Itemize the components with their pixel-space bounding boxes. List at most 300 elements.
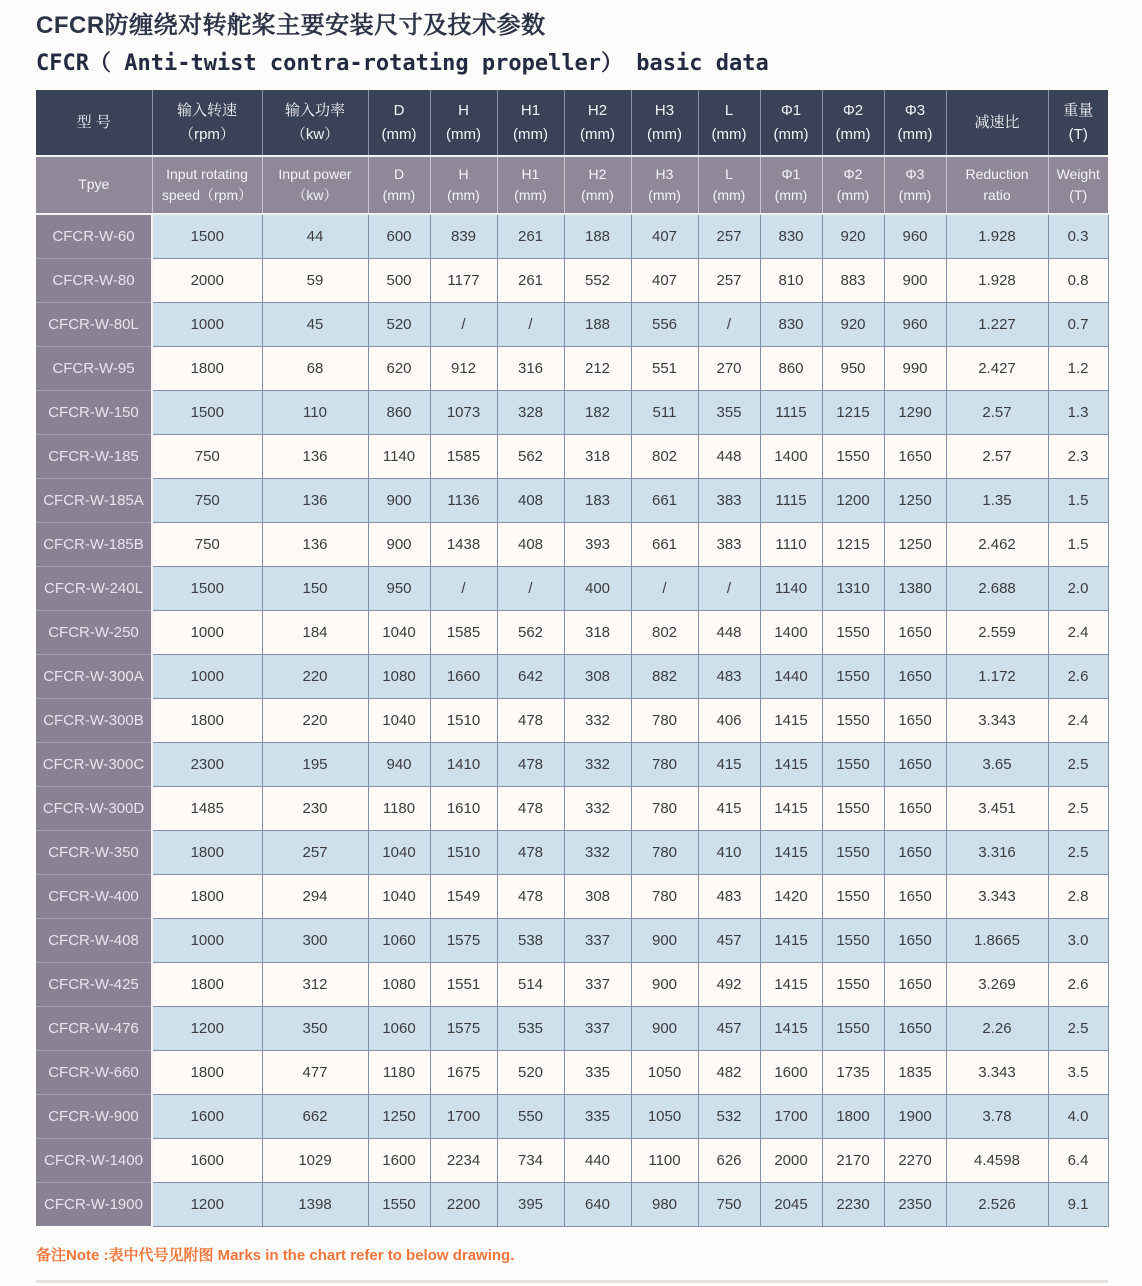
value-cell: 1415 — [760, 742, 822, 786]
column-header-en: Reduction ratio — [946, 156, 1048, 214]
value-cell: 2.0 — [1048, 566, 1108, 610]
value-cell: 1800 — [152, 962, 262, 1006]
value-cell: 1438 — [430, 522, 497, 566]
value-cell: 2.4 — [1048, 698, 1108, 742]
value-cell: 1415 — [760, 786, 822, 830]
model-cell: CFCR-W-185B — [36, 522, 152, 566]
value-cell: 830 — [760, 214, 822, 258]
value-cell: 1800 — [152, 346, 262, 390]
table-row — [36, 742, 1108, 786]
column-header-en: D (mm) — [368, 156, 430, 214]
value-cell: 1.8665 — [946, 918, 1048, 962]
model-cell: CFCR-W-660 — [36, 1050, 152, 1094]
table-row — [36, 258, 1108, 302]
value-cell: 3.316 — [946, 830, 1048, 874]
value-cell: 2270 — [884, 1138, 946, 1182]
value-cell: 1.227 — [946, 302, 1048, 346]
value-cell: 300 — [262, 918, 368, 962]
value-cell: 1115 — [760, 478, 822, 522]
value-cell: 980 — [631, 1182, 698, 1226]
value-cell: 1029 — [262, 1138, 368, 1182]
value-cell: 407 — [631, 258, 698, 302]
value-cell: 308 — [564, 654, 631, 698]
value-cell: 1600 — [368, 1138, 430, 1182]
value-cell: 1550 — [368, 1182, 430, 1226]
value-cell: 1650 — [884, 654, 946, 698]
value-cell: 1100 — [631, 1138, 698, 1182]
column-header-zh: D (mm) — [368, 90, 430, 156]
value-cell: 600 — [368, 214, 430, 258]
value-cell: 2230 — [822, 1182, 884, 1226]
value-cell: 337 — [564, 1006, 631, 1050]
value-cell: 912 — [430, 346, 497, 390]
value-cell: 500 — [368, 258, 430, 302]
value-cell: 59 — [262, 258, 368, 302]
value-cell: 1510 — [430, 830, 497, 874]
value-cell: 312 — [262, 962, 368, 1006]
table-row — [36, 346, 1108, 390]
value-cell: 4.0 — [1048, 1094, 1108, 1138]
value-cell: 839 — [430, 214, 497, 258]
value-cell: 9.1 — [1048, 1182, 1108, 1226]
column-header-zh: 输入功率 （kw） — [262, 90, 368, 156]
value-cell: 900 — [368, 478, 430, 522]
value-cell: 1650 — [884, 434, 946, 478]
table-row — [36, 830, 1108, 874]
value-cell: 3.269 — [946, 962, 1048, 1006]
value-cell: 662 — [262, 1094, 368, 1138]
value-cell: 478 — [497, 786, 564, 830]
value-cell: 335 — [564, 1094, 631, 1138]
value-cell: 626 — [698, 1138, 760, 1182]
value-cell: 1900 — [884, 1094, 946, 1138]
value-cell: 400 — [564, 566, 631, 610]
value-cell: 1550 — [822, 962, 884, 1006]
value-cell: 136 — [262, 434, 368, 478]
table-row — [36, 874, 1108, 918]
value-cell: 1551 — [430, 962, 497, 1006]
value-cell: 44 — [262, 214, 368, 258]
value-cell: 407 — [631, 214, 698, 258]
value-cell: 1550 — [822, 1006, 884, 1050]
table-row — [36, 478, 1108, 522]
value-cell: 1415 — [760, 962, 822, 1006]
value-cell: 406 — [698, 698, 760, 742]
value-cell: 410 — [698, 830, 760, 874]
value-cell: 1440 — [760, 654, 822, 698]
value-cell: 4.4598 — [946, 1138, 1048, 1182]
value-cell: 294 — [262, 874, 368, 918]
value-cell: 332 — [564, 786, 631, 830]
value-cell: 448 — [698, 610, 760, 654]
value-cell: 308 — [564, 874, 631, 918]
value-cell: 478 — [497, 874, 564, 918]
value-cell: 2.5 — [1048, 742, 1108, 786]
value-cell: / — [430, 302, 497, 346]
value-cell: 1177 — [430, 258, 497, 302]
value-cell: 1585 — [430, 434, 497, 478]
value-cell: 1380 — [884, 566, 946, 610]
value-cell: 2.5 — [1048, 830, 1108, 874]
value-cell: 0.3 — [1048, 214, 1108, 258]
column-header-zh: 重量 (T) — [1048, 90, 1108, 156]
value-cell: 383 — [698, 522, 760, 566]
column-header-en: Φ3 (mm) — [884, 156, 946, 214]
value-cell: 2000 — [152, 258, 262, 302]
value-cell: 188 — [564, 214, 631, 258]
value-cell: 1180 — [368, 1050, 430, 1094]
value-cell: 1080 — [368, 962, 430, 1006]
value-cell: 2.6 — [1048, 962, 1108, 1006]
value-cell: 408 — [497, 478, 564, 522]
column-header-en: Input rotating speed（rpm） — [152, 156, 262, 214]
value-cell: 0.7 — [1048, 302, 1108, 346]
value-cell: 1140 — [760, 566, 822, 610]
value-cell: 3.343 — [946, 698, 1048, 742]
value-cell: 0.8 — [1048, 258, 1108, 302]
value-cell: 448 — [698, 434, 760, 478]
column-header-en: Weight (T) — [1048, 156, 1108, 214]
value-cell: 550 — [497, 1094, 564, 1138]
value-cell: 2.5 — [1048, 1006, 1108, 1050]
value-cell: 3.5 — [1048, 1050, 1108, 1094]
model-cell: CFCR-W-185A — [36, 478, 152, 522]
value-cell: 350 — [262, 1006, 368, 1050]
header-row-en — [36, 156, 1108, 214]
value-cell: 1800 — [152, 1050, 262, 1094]
value-cell: 1.5 — [1048, 478, 1108, 522]
value-cell: 1700 — [760, 1094, 822, 1138]
value-cell: 1.5 — [1048, 522, 1108, 566]
value-cell: 900 — [368, 522, 430, 566]
value-cell: 1650 — [884, 786, 946, 830]
value-cell: 415 — [698, 786, 760, 830]
value-cell: 1.35 — [946, 478, 1048, 522]
value-cell: 1050 — [631, 1050, 698, 1094]
page-title-english: CFCR（ Anti-twist contra-rotating propeller） basic data — [36, 51, 769, 77]
value-cell: 1510 — [430, 698, 497, 742]
value-cell: 415 — [698, 742, 760, 786]
value-cell: 2300 — [152, 742, 262, 786]
value-cell: 3.451 — [946, 786, 1048, 830]
table-row — [36, 610, 1108, 654]
value-cell: 1575 — [430, 1006, 497, 1050]
value-cell: 661 — [631, 478, 698, 522]
value-cell: 1835 — [884, 1050, 946, 1094]
column-header-en: Φ2 (mm) — [822, 156, 884, 214]
value-cell: / — [698, 302, 760, 346]
value-cell: 482 — [698, 1050, 760, 1094]
value-cell: 1800 — [822, 1094, 884, 1138]
table-row — [36, 522, 1108, 566]
value-cell: 332 — [564, 698, 631, 742]
value-cell: 220 — [262, 654, 368, 698]
value-cell: 318 — [564, 434, 631, 478]
value-cell: 780 — [631, 786, 698, 830]
column-header-zh: H2 (mm) — [564, 90, 631, 156]
table-row — [36, 1006, 1108, 1050]
table-row — [36, 214, 1108, 258]
value-cell: 110 — [262, 390, 368, 434]
value-cell: 332 — [564, 742, 631, 786]
value-cell: 2.57 — [946, 434, 1048, 478]
value-cell: 332 — [564, 830, 631, 874]
value-cell: 457 — [698, 918, 760, 962]
column-header-zh: Φ3 (mm) — [884, 90, 946, 156]
value-cell: 328 — [497, 390, 564, 434]
value-cell: 1420 — [760, 874, 822, 918]
model-cell: CFCR-W-400 — [36, 874, 152, 918]
model-cell: CFCR-W-150 — [36, 390, 152, 434]
value-cell: 2045 — [760, 1182, 822, 1226]
value-cell: / — [631, 566, 698, 610]
model-cell: CFCR-W-250 — [36, 610, 152, 654]
value-cell: 2.8 — [1048, 874, 1108, 918]
value-cell: 552 — [564, 258, 631, 302]
spec-table — [36, 90, 1109, 1227]
value-cell: 1060 — [368, 918, 430, 962]
value-cell: 1180 — [368, 786, 430, 830]
value-cell: / — [497, 302, 564, 346]
value-cell: 1700 — [430, 1094, 497, 1138]
value-cell: 900 — [631, 1006, 698, 1050]
value-cell: 1550 — [822, 786, 884, 830]
value-cell: 1600 — [152, 1094, 262, 1138]
value-cell: 1136 — [430, 478, 497, 522]
column-header-en: H2 (mm) — [564, 156, 631, 214]
value-cell: 950 — [368, 566, 430, 610]
value-cell: 1310 — [822, 566, 884, 610]
value-cell: 1.928 — [946, 214, 1048, 258]
value-cell: 1.2 — [1048, 346, 1108, 390]
value-cell: 1415 — [760, 830, 822, 874]
value-cell: 2.6 — [1048, 654, 1108, 698]
value-cell: / — [698, 566, 760, 610]
value-cell: 1400 — [760, 434, 822, 478]
column-header-zh: 减速比 — [946, 90, 1048, 156]
value-cell: 520 — [497, 1050, 564, 1094]
value-cell: 2.4 — [1048, 610, 1108, 654]
value-cell: 642 — [497, 654, 564, 698]
value-cell: 802 — [631, 434, 698, 478]
value-cell: 483 — [698, 654, 760, 698]
value-cell: 477 — [262, 1050, 368, 1094]
value-cell: 337 — [564, 918, 631, 962]
value-cell: 511 — [631, 390, 698, 434]
value-cell: 212 — [564, 346, 631, 390]
value-cell: 1550 — [822, 874, 884, 918]
table-row — [36, 390, 1108, 434]
value-cell: 492 — [698, 962, 760, 1006]
value-cell: 1000 — [152, 610, 262, 654]
model-cell: CFCR-W-60 — [36, 214, 152, 258]
value-cell: 478 — [497, 830, 564, 874]
model-cell: CFCR-W-1900 — [36, 1182, 152, 1226]
value-cell: 1550 — [822, 918, 884, 962]
value-cell: / — [497, 566, 564, 610]
model-cell: CFCR-W-350 — [36, 830, 152, 874]
value-cell: 2.5 — [1048, 786, 1108, 830]
value-cell: 990 — [884, 346, 946, 390]
model-cell: CFCR-W-300B — [36, 698, 152, 742]
value-cell: 1650 — [884, 1006, 946, 1050]
value-cell: 538 — [497, 918, 564, 962]
model-cell: CFCR-W-300C — [36, 742, 152, 786]
value-cell: 1585 — [430, 610, 497, 654]
page-title-chinese: CFCR防缠绕对转舵桨主要安装尺寸及技术参数 — [36, 12, 546, 39]
value-cell: 261 — [497, 258, 564, 302]
value-cell: 960 — [884, 302, 946, 346]
table-body — [36, 214, 1108, 1226]
value-cell: 1.172 — [946, 654, 1048, 698]
value-cell: 2.526 — [946, 1182, 1048, 1226]
value-cell: 1650 — [884, 830, 946, 874]
value-cell: 950 — [822, 346, 884, 390]
value-cell: 257 — [698, 214, 760, 258]
value-cell: 1073 — [430, 390, 497, 434]
value-cell: 750 — [698, 1182, 760, 1226]
value-cell: 3.343 — [946, 874, 1048, 918]
value-cell: 900 — [631, 918, 698, 962]
value-cell: 2.462 — [946, 522, 1048, 566]
value-cell: 257 — [698, 258, 760, 302]
value-cell: 1600 — [760, 1050, 822, 1094]
value-cell: 556 — [631, 302, 698, 346]
value-cell: 2.559 — [946, 610, 1048, 654]
value-cell: 830 — [760, 302, 822, 346]
value-cell: 335 — [564, 1050, 631, 1094]
value-cell: 920 — [822, 214, 884, 258]
value-cell: 1040 — [368, 698, 430, 742]
model-cell: CFCR-W-80L — [36, 302, 152, 346]
value-cell: 1215 — [822, 522, 884, 566]
model-cell: CFCR-W-80 — [36, 258, 152, 302]
value-cell: 150 — [262, 566, 368, 610]
column-header-en: L (mm) — [698, 156, 760, 214]
value-cell: 1550 — [822, 698, 884, 742]
value-cell: 1250 — [368, 1094, 430, 1138]
value-cell: 1000 — [152, 302, 262, 346]
value-cell: 1250 — [884, 478, 946, 522]
model-cell: CFCR-W-185 — [36, 434, 152, 478]
table-row — [36, 566, 1108, 610]
value-cell: 750 — [152, 522, 262, 566]
value-cell: 457 — [698, 1006, 760, 1050]
value-cell: 780 — [631, 874, 698, 918]
value-cell: 6.4 — [1048, 1138, 1108, 1182]
value-cell: 1415 — [760, 698, 822, 742]
value-cell: 900 — [884, 258, 946, 302]
value-cell: 1290 — [884, 390, 946, 434]
value-cell: 182 — [564, 390, 631, 434]
value-cell: 2.57 — [946, 390, 1048, 434]
value-cell: 2.688 — [946, 566, 1048, 610]
value-cell: 780 — [631, 830, 698, 874]
value-cell: 1650 — [884, 742, 946, 786]
table-row — [36, 1138, 1108, 1182]
model-cell: CFCR-W-1400 — [36, 1138, 152, 1182]
value-cell: 1675 — [430, 1050, 497, 1094]
value-cell: 2.427 — [946, 346, 1048, 390]
value-cell: 1398 — [262, 1182, 368, 1226]
table-row — [36, 654, 1108, 698]
value-cell: 1549 — [430, 874, 497, 918]
model-cell: CFCR-W-900 — [36, 1094, 152, 1138]
model-cell: CFCR-W-408 — [36, 918, 152, 962]
value-cell: 483 — [698, 874, 760, 918]
value-cell: 440 — [564, 1138, 631, 1182]
column-header-en: H (mm) — [430, 156, 497, 214]
value-cell: 1080 — [368, 654, 430, 698]
model-cell: CFCR-W-240L — [36, 566, 152, 610]
value-cell: 355 — [698, 390, 760, 434]
value-cell: 860 — [368, 390, 430, 434]
value-cell: 535 — [497, 1006, 564, 1050]
value-cell: 195 — [262, 742, 368, 786]
value-cell: 802 — [631, 610, 698, 654]
value-cell: 562 — [497, 434, 564, 478]
value-cell: 220 — [262, 698, 368, 742]
table-row — [36, 302, 1108, 346]
table-row — [36, 698, 1108, 742]
value-cell: 1000 — [152, 918, 262, 962]
value-cell: 184 — [262, 610, 368, 654]
value-cell: 1800 — [152, 698, 262, 742]
value-cell: 257 — [262, 830, 368, 874]
value-cell: 1040 — [368, 610, 430, 654]
value-cell: 1400 — [760, 610, 822, 654]
value-cell: 640 — [564, 1182, 631, 1226]
page-bottom-divider — [36, 1280, 1108, 1283]
value-cell: 900 — [631, 962, 698, 1006]
footnote: 备注Note :表中代号见附图 Marks in the chart refer to below drawing. — [36, 1246, 515, 1264]
value-cell: 393 — [564, 522, 631, 566]
value-cell: 478 — [497, 742, 564, 786]
value-cell: 478 — [497, 698, 564, 742]
value-cell: 1550 — [822, 610, 884, 654]
value-cell: 3.343 — [946, 1050, 1048, 1094]
value-cell: 1550 — [822, 654, 884, 698]
value-cell: 1.3 — [1048, 390, 1108, 434]
table-row — [36, 1094, 1108, 1138]
value-cell: 960 — [884, 214, 946, 258]
value-cell: 395 — [497, 1182, 564, 1226]
table-header — [36, 90, 1108, 214]
value-cell: 1610 — [430, 786, 497, 830]
value-cell: 408 — [497, 522, 564, 566]
column-header-zh: 输入转速 （rpm） — [152, 90, 262, 156]
column-header-zh: L (mm) — [698, 90, 760, 156]
value-cell: 1115 — [760, 390, 822, 434]
column-header-zh: 型 号 — [36, 90, 152, 156]
table-row — [36, 918, 1108, 962]
value-cell: 316 — [497, 346, 564, 390]
value-cell: 2200 — [430, 1182, 497, 1226]
value-cell: 1200 — [152, 1006, 262, 1050]
value-cell: 136 — [262, 478, 368, 522]
value-cell: 661 — [631, 522, 698, 566]
value-cell: 780 — [631, 698, 698, 742]
value-cell: 1575 — [430, 918, 497, 962]
column-header-zh: H3 (mm) — [631, 90, 698, 156]
value-cell: 1735 — [822, 1050, 884, 1094]
value-cell: 1550 — [822, 742, 884, 786]
column-header-en: Tpye — [36, 156, 152, 214]
value-cell: 1500 — [152, 390, 262, 434]
value-cell: 520 — [368, 302, 430, 346]
value-cell: 1500 — [152, 566, 262, 610]
value-cell: 514 — [497, 962, 564, 1006]
